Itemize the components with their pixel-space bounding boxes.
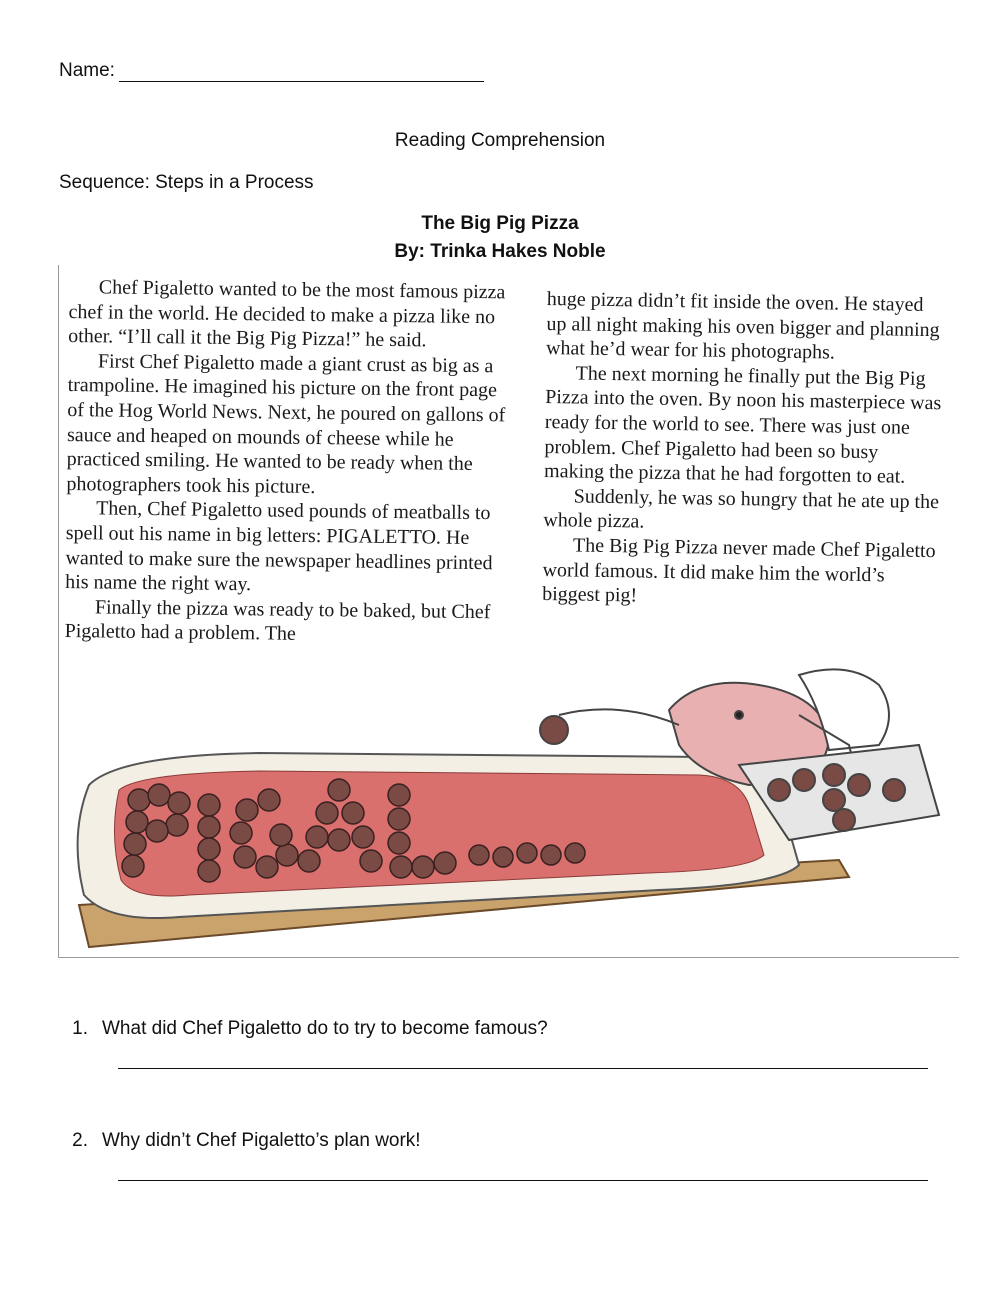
question-text: Why didn’t Chef Pigaletto’s plan work! [102,1130,421,1151]
subject-heading: Reading Comprehension [394,130,606,151]
story-scan-panel [58,265,959,958]
question-1 [58,1018,548,1040]
name-field[interactable] [59,60,484,82]
story-paragraph: The next morning he finally put the Big Pig Pizza into the oven. By noon his masterpiece was ready for the world to see. There was just one problem. Chef Pigaletto had been so busy making the pizza that he had forgotten to eat. [543,362,942,488]
answer-line-1[interactable] [118,1068,928,1069]
question-number: 1. [72,1018,88,1039]
story-paragraph: Finally the pizza was ready to be baked, but Chef Pigaletto had a problem. The [64,596,491,646]
question-number: 2. [72,1130,88,1151]
story-left-column [64,275,518,649]
story-paragraph: The Big Pig Pizza never made Chef Pigaletto world famous. It did make him the world’s biggest pig! [542,534,936,607]
story-title: The Big Pig Pizza [421,213,579,234]
story-paragraph: Then, Chef Pigaletto used pounds of meatballs to spell out his name in big letters: PIGALETTO. He wanted to make sure the newspaper headlines printed his name the right way. [65,497,493,596]
story-paragraph: Suddenly, he was so hungry that he ate up the whole pizza. [543,485,940,533]
story-author: By: Trinka Hakes Noble [394,241,606,262]
story-right-column [542,287,945,613]
name-label: Name: [59,60,115,81]
pizza-illustration [59,655,959,957]
question-2 [58,1130,421,1152]
answer-line-2[interactable] [118,1180,928,1181]
question-text: What did Chef Pigaletto do to try to become famous? [102,1018,548,1039]
story-paragraph: huge pizza didn’t fit inside the oven. He stayed up all night making his oven bigger and planning what he’d wear for his photographs. [545,287,940,364]
story-paragraph: First Chef Pigaletto made a giant crust as big as a trampoline. He imagined his picture on the front page of the Hog World News. Next, he poured on gallons of sauce and heaped on mounds of cheese while he practiced smiling. He wanted to be ready when the photographers took his picture. [66,350,506,498]
skill-heading: Sequence: Steps in a Process [59,172,314,193]
story-paragraph: Chef Pigaletto wanted to be the most famous pizza chef in the world. He decided to make a pizza like no other. “I’ll call it the Big Pig Pizza!” he said. [68,276,506,352]
name-blank-line[interactable] [119,61,484,82]
